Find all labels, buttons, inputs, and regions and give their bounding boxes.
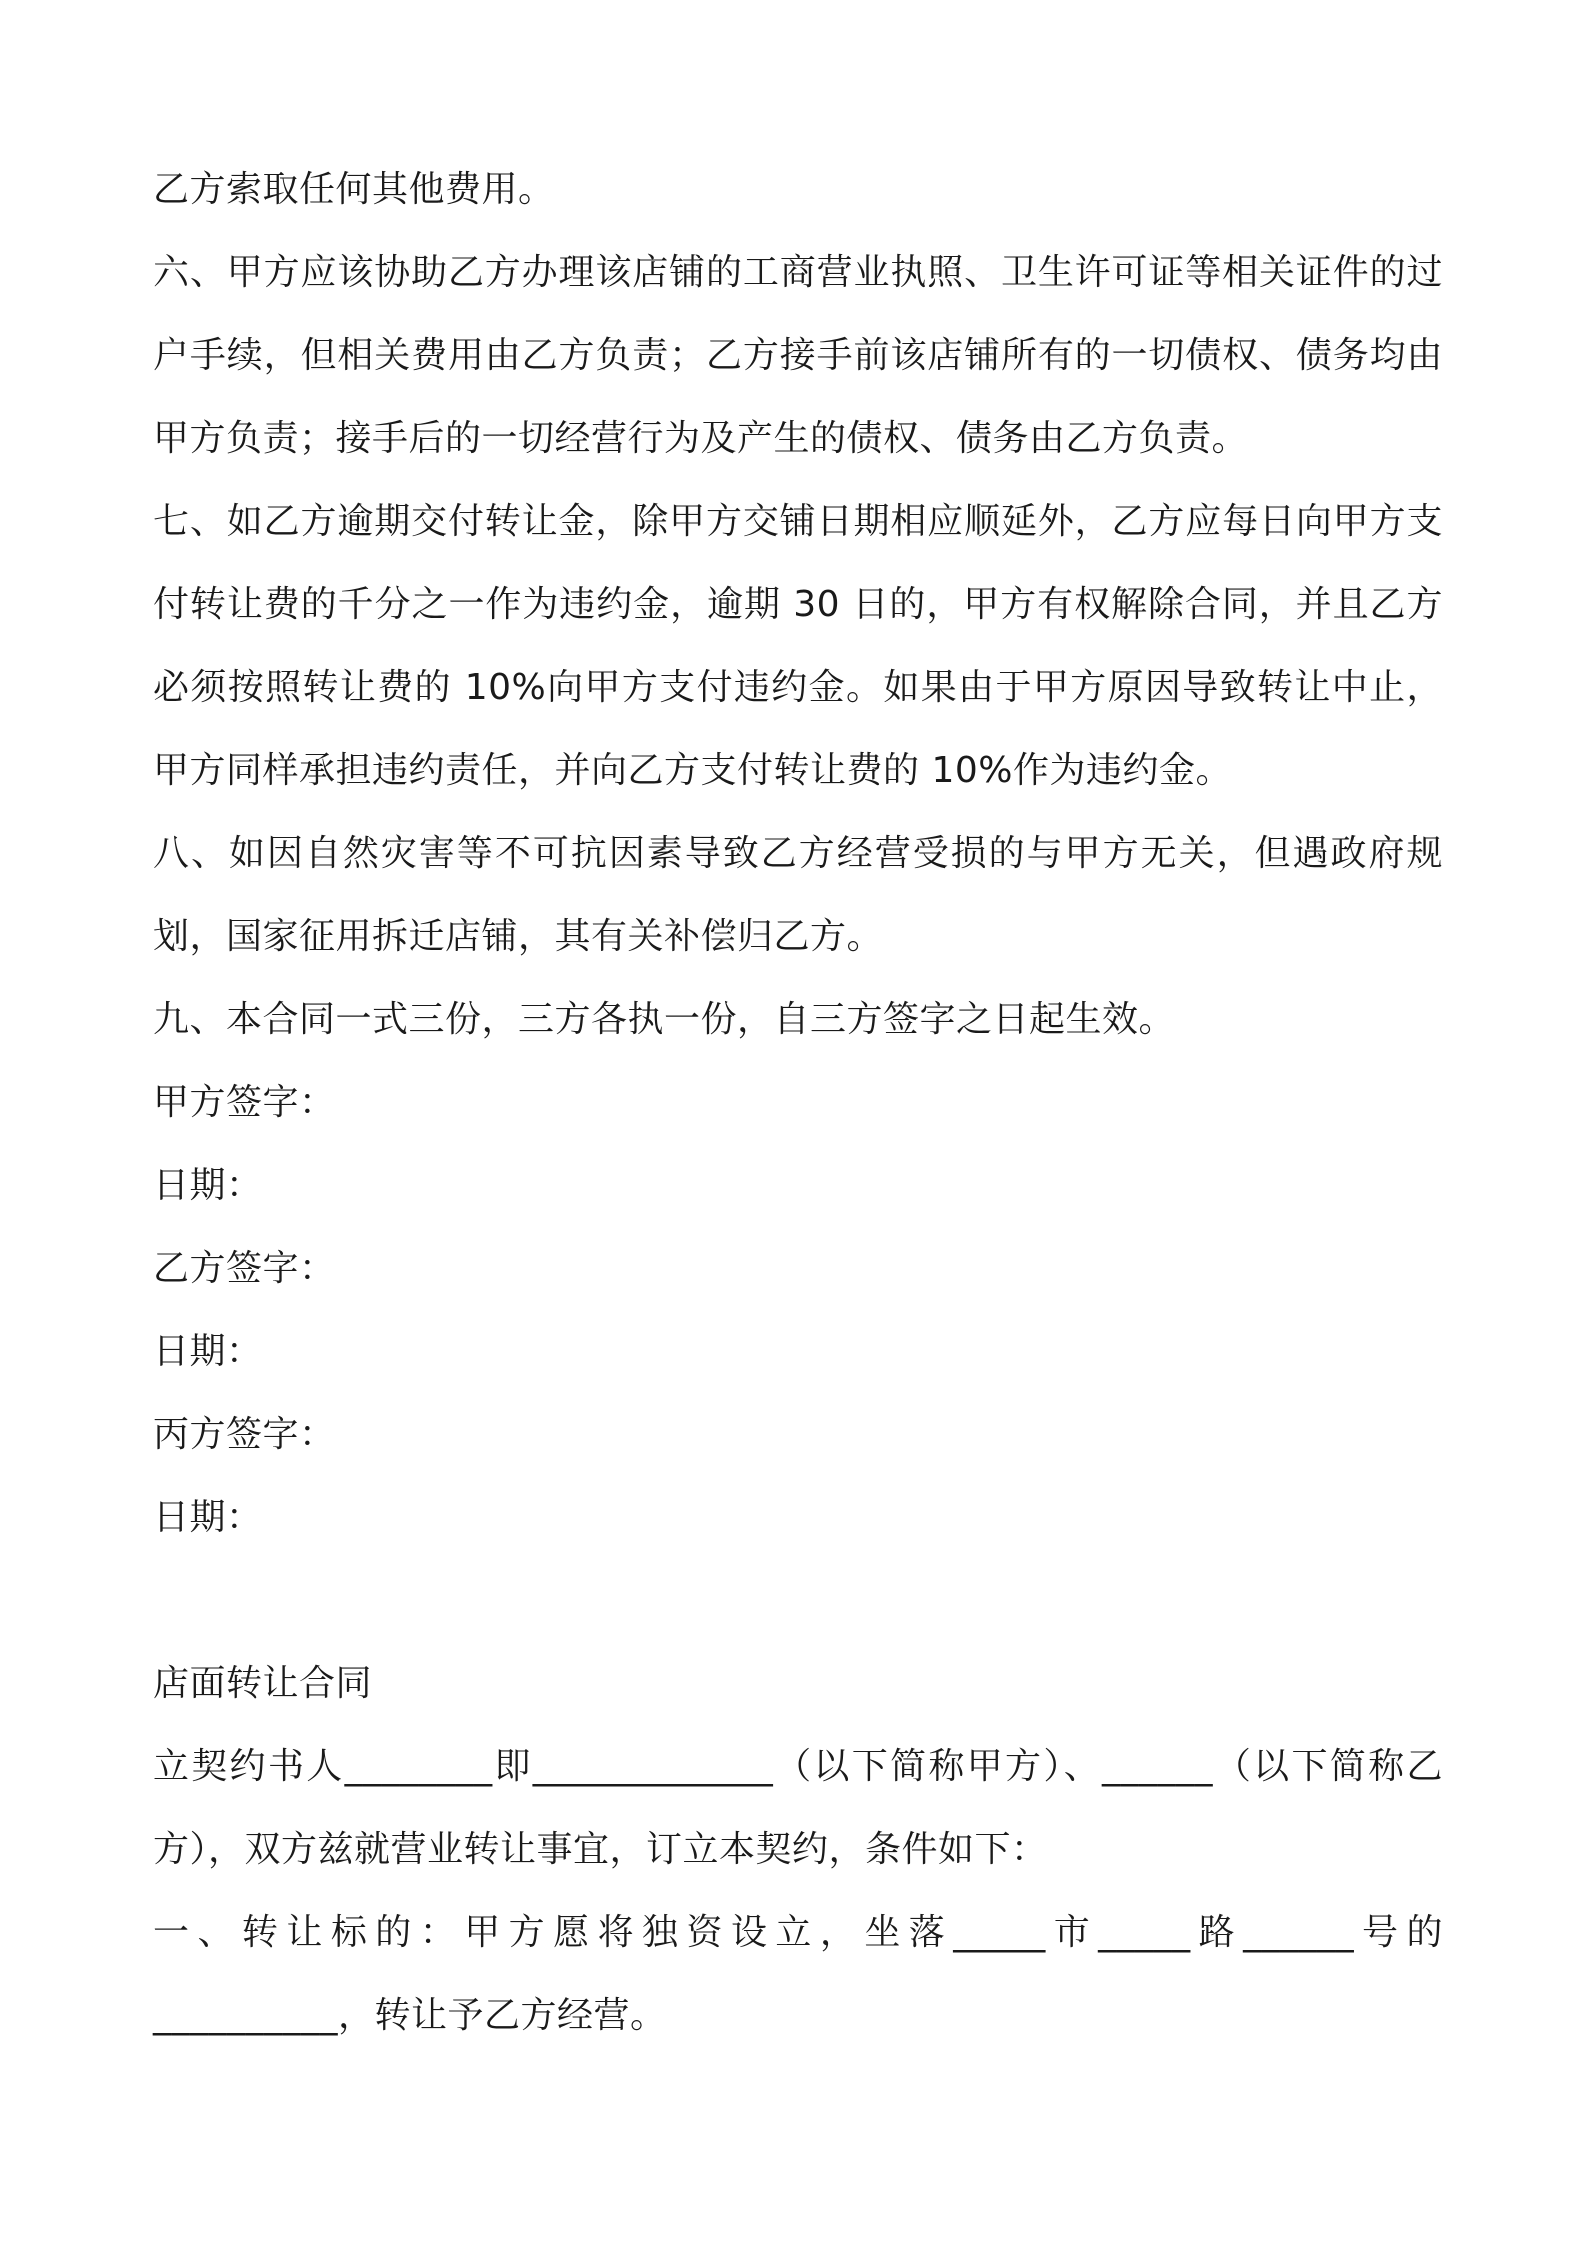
party-a-signature-label: 甲方签字： [153,1082,336,1123]
party-c-date-label: 日期： [153,1497,263,1538]
party-c-signature-label: 丙方签字： [153,1414,336,1455]
clause-8: 八、如因自然灾害等不可抗因素导致乙方经营受损的与甲方无关，但遇政府规划，国家征用拆迁店铺，其有关补偿归乙方。 [153,833,1443,957]
clause-9: 九、本合同一式三份，三方各执一份，自三方签字之日起生效。 [153,999,1176,1040]
party-b-date-label: 日期： [153,1331,263,1372]
clause-7: 七、如乙方逾期交付转让金，除甲方交铺日期相应顺延外，乙方应每日向甲方支付转让费的千分之一作为违约金，逾期 30 日的，甲方有权解除合同，并且乙方必须按照转让费的 10%向甲方支付违约金。如果由于甲方原因导致转让中止，甲方同样承担违约责任，并向乙方支付转让费的 10%作为违约金。 [153,501,1443,791]
party-a-date-label: 日期： [153,1165,263,1206]
section-spacer [153,1559,1443,1642]
clause-6: 六、甲方应该协助乙方办理该店铺的工商营业执照、卫生许可证等相关证件的过户手续，但相关费用由乙方负责；乙方接手前该店铺所有的一切债权、债务均由甲方负责；接手后的一切经营行为及产生的债权、债务由乙方负责。 [153,252,1443,459]
second-contract-intro: 立契约书人________即_____________（以下简称甲方）、______（以下简称乙方），双方兹就营业转让事宜，订立本契约，条件如下： [153,1746,1443,1870]
document-body [153,148,1443,2057]
paragraph-continuation: 乙方索取任何其他费用。 [153,169,555,210]
second-contract-title: 店面转让合同 [153,1663,373,1704]
party-b-signature-label: 乙方签字： [153,1248,336,1289]
second-contract-clause-1: 一、转让标的：甲方愿将独资设立，坐落_____市_____路______号的__________，转让予乙方经营。 [153,1912,1443,2036]
